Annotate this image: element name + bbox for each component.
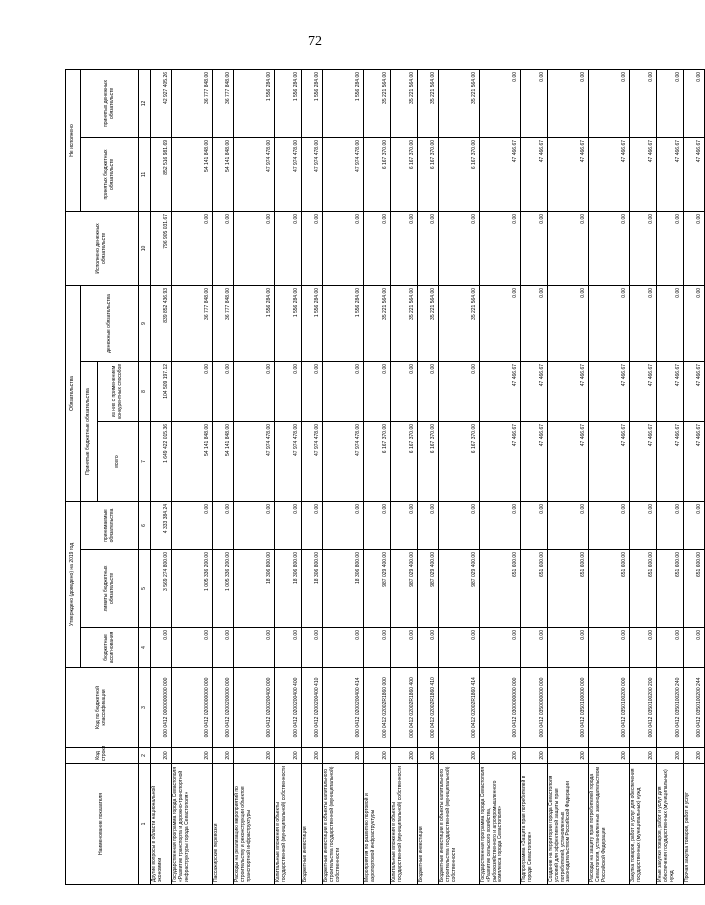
row-not-executed-monetary: 1 556 284.00	[275, 69, 302, 137]
row-budget-code: 000 0412 02002R1860 414	[439, 668, 480, 748]
row-line-code: 200	[657, 748, 684, 764]
table-row	[275, 69, 302, 884]
row-line-code: 200	[684, 748, 705, 764]
row-line-code: 200	[151, 748, 172, 764]
row-monetary-obligations: 0.00	[657, 285, 684, 361]
table-row	[391, 69, 418, 884]
row-budget-allocations: 0.00	[172, 628, 213, 668]
row-budget-code: 000 0412 0350000000 000	[521, 668, 548, 748]
header-obligations: Обязательства	[66, 285, 81, 501]
budget-execution-table	[65, 69, 705, 885]
row-budget-allocations: 0.00	[323, 628, 364, 668]
row-limits: 651 600.00	[657, 550, 684, 628]
row-monetary-obligations: 35 221 564.00	[391, 285, 418, 361]
row-accepted-obligations: 0.00	[521, 501, 548, 549]
row-not-executed-budget: 54 141 848.00	[172, 137, 213, 211]
row-budget-allocations: 0.00	[439, 628, 480, 668]
row-accepted-total: 47 974 478.00	[234, 421, 275, 501]
row-accepted-total: 47 974 478.00	[275, 421, 302, 501]
row-line-code: 200	[630, 748, 657, 764]
row-monetary-obligations: 0.00	[480, 285, 521, 361]
row-not-executed-budget: 47 466.67	[589, 137, 630, 211]
row-line-code: 200	[234, 748, 275, 764]
row-limits: 18 306 800.00	[234, 550, 275, 628]
row-accepted-obligations: 0.00	[391, 501, 418, 549]
row-accepted-total: 6 167 370.00	[364, 421, 391, 501]
row-not-executed-monetary: 35 221 564.00	[391, 69, 418, 137]
row-budget-code: 000 0412 02002R1860 400	[391, 668, 418, 748]
row-monetary-obligations: 0.00	[521, 285, 548, 361]
row-not-executed-monetary: 0.00	[630, 69, 657, 137]
row-accepted-total: 47 466.67	[480, 421, 521, 501]
row-accepted-total: 47 466.67	[630, 421, 657, 501]
row-not-executed-budget: 47 974 478.00	[234, 137, 275, 211]
row-executed-monetary: 0.00	[521, 211, 548, 285]
row-limits: 987 029 400.00	[418, 550, 439, 628]
row-accepted-total: 47 466.67	[589, 421, 630, 501]
header-not-executed: Не исполнено	[66, 69, 81, 211]
table-row	[439, 69, 480, 884]
row-line-code: 200	[480, 748, 521, 764]
column-number: 2	[139, 748, 151, 764]
row-limits: 987 029 400.00	[391, 550, 418, 628]
row-accepted-obligations: 0.00	[275, 501, 302, 549]
header-accepted-obligations: принимаемые обязательства	[81, 501, 139, 549]
table-row	[630, 69, 657, 884]
row-budget-code: 000 0412 0350100000 000	[548, 668, 589, 748]
row-accepted-competitive: 0.00	[172, 361, 213, 421]
column-number: 9	[139, 285, 151, 361]
header-budget-allocations: бюджетные ассигнования	[81, 628, 139, 668]
row-accepted-total: 47 974 478.00	[302, 421, 323, 501]
table-row	[151, 69, 172, 884]
row-not-executed-budget: 47 974 478.00	[275, 137, 302, 211]
row-name: Капитальные вложения в объекты государственной (муниципальной) собственности	[275, 764, 302, 885]
row-limits: 987 029 400.00	[439, 550, 480, 628]
row-budget-allocations: 0.00	[418, 628, 439, 668]
row-not-executed-budget: 47 466.67	[657, 137, 684, 211]
row-not-executed-monetary: 0.00	[657, 69, 684, 137]
row-accepted-competitive: 0.00	[323, 361, 364, 421]
row-limits: 651 600.00	[684, 550, 705, 628]
row-executed-monetary: 0.00	[172, 211, 213, 285]
row-accepted-obligations: 0.00	[630, 501, 657, 549]
row-accepted-obligations: 0.00	[480, 501, 521, 549]
row-accepted-total: 47 974 478.00	[323, 421, 364, 501]
header-budget-code: Код по бюджетной классификации	[66, 668, 139, 748]
row-budget-code: 000 0412 02002R1860 000	[364, 668, 391, 748]
table-row	[323, 69, 364, 884]
column-number: 12	[139, 69, 151, 137]
row-budget-code: 000 0412 0350100200 240	[657, 668, 684, 748]
row-name: Государственная программа города Севастополя «Развитие сельского хозяйства, рыбохозяйственного и агропромышленного комплекса города Севастополя»	[480, 764, 521, 885]
row-budget-code: 000 0412 0300000000 000	[480, 668, 521, 748]
row-name: Мероприятия по развитию портовой и аэропортовой инфраструктуры	[364, 764, 391, 885]
table-row	[234, 69, 275, 884]
row-not-executed-budget: 47 466.67	[630, 137, 657, 211]
row-executed-monetary: 0.00	[684, 211, 705, 285]
row-budget-allocations: 0.00	[589, 628, 630, 668]
row-executed-monetary: 0.00	[589, 211, 630, 285]
row-accepted-competitive: 47 466.67	[630, 361, 657, 421]
row-not-executed-budget: 6 167 370.00	[418, 137, 439, 211]
row-limits: 651 600.00	[548, 550, 589, 628]
row-monetary-obligations: 1 556 284.00	[275, 285, 302, 361]
table-body	[151, 69, 705, 884]
row-monetary-obligations: 35 221 564.00	[364, 285, 391, 361]
row-budget-allocations: 0.00	[630, 628, 657, 668]
row-budget-allocations: 0.00	[480, 628, 521, 668]
row-monetary-obligations: 36 777 848.00	[213, 285, 234, 361]
row-not-executed-budget: 47 974 478.00	[323, 137, 364, 211]
row-budget-allocations: 0.00	[234, 628, 275, 668]
row-limits: 651 600.00	[589, 550, 630, 628]
row-not-executed-monetary: 1 556 284.00	[234, 69, 275, 137]
table-row	[302, 69, 323, 884]
row-accepted-total: 6 167 370.00	[418, 421, 439, 501]
header-name: Наименование показателя	[66, 764, 139, 885]
row-line-code: 200	[213, 748, 234, 764]
row-line-code: 200	[364, 748, 391, 764]
row-monetary-obligations: 0.00	[630, 285, 657, 361]
table-row	[364, 69, 391, 884]
row-executed-monetary: 0.00	[391, 211, 418, 285]
row-executed-monetary: 0.00	[418, 211, 439, 285]
row-accepted-competitive: 0.00	[275, 361, 302, 421]
row-limits: 651 600.00	[480, 550, 521, 628]
column-number: 4	[139, 628, 151, 668]
row-executed-monetary: 0.00	[323, 211, 364, 285]
row-executed-monetary: 796 905 031.67	[151, 211, 172, 285]
row-accepted-total: 54 141 848.00	[213, 421, 234, 501]
row-accepted-competitive: 104 509 197.12	[151, 361, 172, 421]
row-accepted-total: 47 466.67	[548, 421, 589, 501]
row-budget-allocations: 0.00	[364, 628, 391, 668]
row-name: Иные закупки товаров, работ и услуг для обеспечения государственных (муниципальных) нужд	[657, 764, 684, 885]
row-budget-code: 000 0412 0350100200 200	[630, 668, 657, 748]
row-accepted-obligations: 0.00	[548, 501, 589, 549]
table-row	[548, 69, 589, 884]
column-number: 6	[139, 501, 151, 549]
row-accepted-competitive: 47 466.67	[589, 361, 630, 421]
row-accepted-obligations: 0.00	[439, 501, 480, 549]
row-accepted-competitive: 0.00	[391, 361, 418, 421]
row-accepted-obligations: 0.00	[172, 501, 213, 549]
row-monetary-obligations: 1 556 284.00	[302, 285, 323, 361]
header-monetary: денежные обязательства	[81, 285, 139, 361]
row-limits: 1 005 336 200.00	[172, 550, 213, 628]
header-total: всего	[98, 421, 139, 501]
row-limits: 18 306 800.00	[275, 550, 302, 628]
row-accepted-obligations: 0.00	[364, 501, 391, 549]
column-number: 11	[139, 137, 151, 211]
row-budget-allocations: 0.00	[684, 628, 705, 668]
row-name: Подпрограмма «Защита прав потребителей в городе Севастополе»	[521, 764, 548, 885]
row-monetary-obligations: 0.00	[684, 285, 705, 361]
row-executed-monetary: 0.00	[657, 211, 684, 285]
row-budget-allocations: 0.00	[657, 628, 684, 668]
row-budget-code: 000 0412 0350100200 244	[684, 668, 705, 748]
row-name: Бюджетные инвестиции	[302, 764, 323, 885]
row-accepted-total: 47 466.67	[657, 421, 684, 501]
column-number: 7	[139, 421, 151, 501]
column-number: 10	[139, 211, 151, 285]
row-not-executed-monetary: 35 221 564.00	[364, 69, 391, 137]
row-executed-monetary: 0.00	[480, 211, 521, 285]
table-row	[521, 69, 548, 884]
header-code-line: Код строки	[66, 748, 139, 764]
row-not-executed-budget: 6 167 370.00	[439, 137, 480, 211]
row-name: Прочая закупка товаров, работ и услуг	[684, 764, 705, 885]
row-budget-code: 000 0412 0200000000 000	[172, 668, 213, 748]
column-number: 1	[139, 764, 151, 885]
row-name: Другие вопросы в области национальной экономики	[151, 764, 172, 885]
row-budget-allocations: 0.00	[213, 628, 234, 668]
column-number: 8	[139, 361, 151, 421]
row-not-executed-budget: 54 141 848.00	[213, 137, 234, 211]
row-executed-monetary: 0.00	[234, 211, 275, 285]
row-executed-monetary: 0.00	[548, 211, 589, 285]
row-accepted-total: 6 167 370.00	[439, 421, 480, 501]
row-accepted-obligations: 0.00	[657, 501, 684, 549]
row-accepted-competitive: 0.00	[439, 361, 480, 421]
row-accepted-total: 47 466.67	[684, 421, 705, 501]
row-budget-allocations: 0.00	[151, 628, 172, 668]
row-budget-allocations: 0.00	[302, 628, 323, 668]
row-not-executed-monetary: 42 927 405.26	[151, 69, 172, 137]
row-not-executed-budget: 47 974 478.00	[302, 137, 323, 211]
row-monetary-obligations: 36 777 848.00	[172, 285, 213, 361]
table-row	[418, 69, 439, 884]
row-not-executed-monetary: 0.00	[521, 69, 548, 137]
row-budget-code: 000 0412 02002R1860 410	[418, 668, 439, 748]
row-budget-code: 000 0412 0200200400 000	[234, 668, 275, 748]
row-limits: 18 306 800.00	[323, 550, 364, 628]
header-executed-monetary: Исполнено денежных обязательств	[66, 211, 139, 285]
row-monetary-obligations: 1 556 284.00	[323, 285, 364, 361]
row-accepted-competitive: 47 466.67	[657, 361, 684, 421]
row-accepted-competitive: 47 466.67	[521, 361, 548, 421]
row-line-code: 200	[548, 748, 589, 764]
row-not-executed-monetary: 1 556 284.00	[302, 69, 323, 137]
header-of-which-competitive: из них с применением конкурентных способов	[98, 361, 139, 421]
row-line-code: 200	[589, 748, 630, 764]
row-not-executed-monetary: 36 777 848.00	[172, 69, 213, 137]
row-name: Бюджетные инвестиции	[418, 764, 439, 885]
row-line-code: 200	[302, 748, 323, 764]
row-accepted-obligations: 0.00	[684, 501, 705, 549]
table-row	[480, 69, 521, 884]
row-not-executed-budget: 6 167 370.00	[364, 137, 391, 211]
row-name: Государственная программа города Севастополя «Развитие транспорта и дорожно-транспортной инфраструктуры города Севастополя»	[172, 764, 213, 885]
rotated-table-area	[65, 70, 703, 885]
rotated-table-container	[65, 70, 703, 885]
row-accepted-competitive: 0.00	[302, 361, 323, 421]
header-accepted-monetary-obl: принятых денежных обязательств	[81, 69, 139, 137]
row-line-code: 200	[521, 748, 548, 764]
row-accepted-total: 47 466.67	[521, 421, 548, 501]
row-accepted-competitive: 0.00	[234, 361, 275, 421]
row-executed-monetary: 0.00	[364, 211, 391, 285]
row-accepted-obligations: 4 333 384.24	[151, 501, 172, 549]
row-budget-code: 000 0412 0350100200 000	[589, 668, 630, 748]
row-limits: 18 306 800.00	[302, 550, 323, 628]
row-not-executed-monetary: 0.00	[589, 69, 630, 137]
table-row	[213, 69, 234, 884]
row-not-executed-budget: 47 466.67	[684, 137, 705, 211]
column-number: 5	[139, 550, 151, 628]
row-accepted-obligations: 0.00	[323, 501, 364, 549]
row-not-executed-budget: 6 167 370.00	[391, 137, 418, 211]
row-accepted-total: 1 649 422 015.36	[151, 421, 172, 501]
row-accepted-competitive: 0.00	[418, 361, 439, 421]
row-monetary-obligations: 0.00	[589, 285, 630, 361]
row-not-executed-monetary: 0.00	[684, 69, 705, 137]
row-limits: 3 569 274 800.00	[151, 550, 172, 628]
row-budget-allocations: 0.00	[275, 628, 302, 668]
row-not-executed-budget: 852 516 981.69	[151, 137, 172, 211]
row-executed-monetary: 0.00	[439, 211, 480, 285]
row-name: Капитальные вложения в объекты государственной (муниципальной) собственности	[391, 764, 418, 885]
row-accepted-obligations: 0.00	[213, 501, 234, 549]
column-number: 3	[139, 668, 151, 748]
row-not-executed-monetary: 0.00	[548, 69, 589, 137]
row-name: Расходы на защиту прав потребителей города Севастополя, установленных законодательством Российской Федерации	[589, 764, 630, 885]
row-monetary-obligations: 35 221 564.00	[439, 285, 480, 361]
header-limits: лимиты бюджетных обязательств	[81, 550, 139, 628]
row-budget-allocations: 0.00	[521, 628, 548, 668]
row-not-executed-budget: 47 466.67	[521, 137, 548, 211]
row-monetary-obligations: 1 556 284.00	[234, 285, 275, 361]
row-accepted-competitive: 0.00	[364, 361, 391, 421]
row-budget-code: 000 0412 0200200000 000	[213, 668, 234, 748]
row-budget-code: 000 0412 0200200400 410	[302, 668, 323, 748]
row-name: Бюджетные инвестиции в объекты капитального строительства государственной (муниципальной) собственности	[439, 764, 480, 885]
row-not-executed-monetary: 1 556 284.00	[323, 69, 364, 137]
row-monetary-obligations: 35 221 564.00	[418, 285, 439, 361]
row-limits: 651 600.00	[630, 550, 657, 628]
header-accepted-budget-obl: принятых бюджетных обязательств	[81, 137, 139, 211]
row-line-code: 200	[323, 748, 364, 764]
row-accepted-competitive: 47 466.67	[684, 361, 705, 421]
row-name: Пассажирские перевозки	[213, 764, 234, 885]
row-line-code: 200	[275, 748, 302, 764]
row-name: Расходы на реализацию мероприятий по строительству и реконструкции объектов транспортной инфраструктуры	[234, 764, 275, 885]
row-accepted-total: 54 141 848.00	[172, 421, 213, 501]
row-budget-code: 000 0412 0200200400 400	[275, 668, 302, 748]
row-accepted-obligations: 0.00	[234, 501, 275, 549]
row-line-code: 200	[418, 748, 439, 764]
page-number: 72	[308, 34, 322, 49]
row-executed-monetary: 0.00	[275, 211, 302, 285]
row-not-executed-monetary: 36 777 848.00	[213, 69, 234, 137]
row-line-code: 200	[391, 748, 418, 764]
header-accepted-budget: Принятые бюджетные обязательства	[81, 361, 98, 501]
row-not-executed-budget: 47 466.67	[480, 137, 521, 211]
row-not-executed-monetary: 35 221 564.00	[418, 69, 439, 137]
row-limits: 987 029 400.00	[364, 550, 391, 628]
row-name: Создание на территории города Севастополя условий для эффективной защиты прав потребителей, установленных законодательством Российской Федерации	[548, 764, 589, 885]
row-accepted-total: 6 167 370.00	[391, 421, 418, 501]
row-line-code: 200	[172, 748, 213, 764]
row-accepted-obligations: 0.00	[302, 501, 323, 549]
row-line-code: 200	[439, 748, 480, 764]
row-accepted-competitive: 47 466.67	[480, 361, 521, 421]
table-row	[657, 69, 684, 884]
column-number-row	[139, 69, 151, 884]
row-name: Закупка товаров, работ и услуг для обеспечения государственных (муниципальных) нужд	[630, 764, 657, 885]
table-row	[684, 69, 705, 884]
row-not-executed-monetary: 35 221 564.00	[439, 69, 480, 137]
row-accepted-competitive: 47 466.67	[548, 361, 589, 421]
row-budget-allocations: 0.00	[548, 628, 589, 668]
row-monetary-obligations: 839 852 436.93	[151, 285, 172, 361]
table-row	[589, 69, 630, 884]
row-not-executed-budget: 47 466.67	[548, 137, 589, 211]
row-budget-code: 000 0412 0200200400 414	[323, 668, 364, 748]
table-row	[172, 69, 213, 884]
row-accepted-obligations: 0.00	[418, 501, 439, 549]
row-limits: 1 005 336 200.00	[213, 550, 234, 628]
row-executed-monetary: 0.00	[630, 211, 657, 285]
row-budget-code: 000 0412 0000000000 000	[151, 668, 172, 748]
row-accepted-competitive: 0.00	[213, 361, 234, 421]
row-limits: 651 600.00	[521, 550, 548, 628]
row-executed-monetary: 0.00	[213, 211, 234, 285]
row-monetary-obligations: 0.00	[548, 285, 589, 361]
row-executed-monetary: 0.00	[302, 211, 323, 285]
row-budget-allocations: 0.00	[391, 628, 418, 668]
row-not-executed-monetary: 0.00	[480, 69, 521, 137]
row-accepted-obligations: 0.00	[589, 501, 630, 549]
header-approved: Утверждено (доведено) на 2019 год	[66, 501, 81, 667]
row-name: Бюджетные инвестиции в объекты капитального строительства государственной (муниципальной) собственности	[323, 764, 364, 885]
